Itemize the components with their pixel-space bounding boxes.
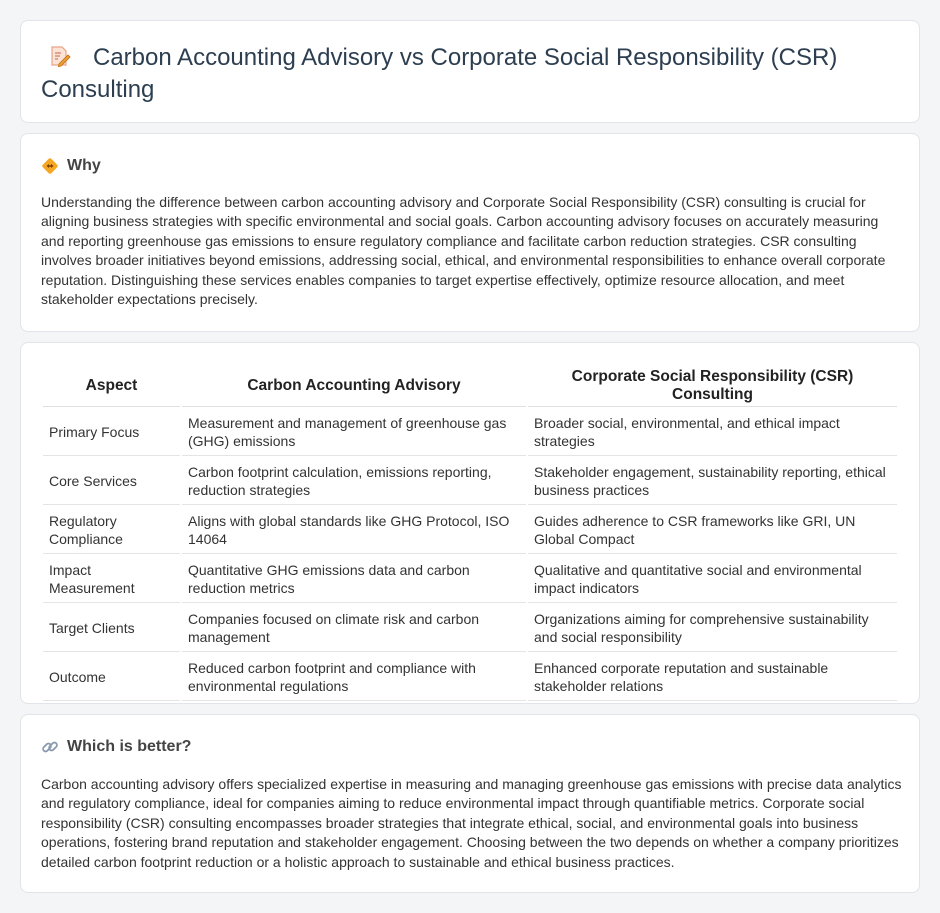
row-aspect: Outcome: [43, 654, 180, 701]
better-heading: [41, 737, 191, 757]
comparison-table: [41, 364, 899, 703]
table-row: [43, 654, 897, 701]
title-card: [20, 20, 920, 123]
table-row: [43, 458, 897, 505]
row-csr: Broader social, environmental, and ethical impact strategies: [528, 409, 897, 456]
row-aspect: Core Services: [43, 458, 180, 505]
page-title: Carbon Accounting Advisory vs Corporate Social Responsibility (CSR) Consulting: [41, 44, 838, 103]
link-icon: [41, 738, 59, 756]
header-csr: Corporate Social Responsibility (CSR) Consulting: [528, 366, 897, 407]
row-carbon: Carbon footprint calculation, emissions reporting, reduction strategies: [182, 458, 526, 505]
table-row: [43, 556, 897, 603]
memo-pencil-icon: [47, 44, 75, 75]
row-aspect: Primary Focus: [43, 409, 180, 456]
table-header-row: [43, 366, 897, 407]
better-heading-text: Which is better?: [67, 738, 192, 755]
row-csr: Organizations aiming for comprehensive sustainability and social responsibility: [528, 605, 897, 652]
row-aspect: Regulatory Compliance: [43, 507, 180, 554]
which-better-section: [20, 714, 920, 893]
why-heading: [41, 156, 101, 176]
row-aspect: Impact Measurement: [43, 556, 180, 603]
row-carbon: Aligns with global standards like GHG Protocol, ISO 14064: [182, 507, 526, 554]
row-carbon: Reduced carbon footprint and compliance with environmental regulations: [182, 654, 526, 701]
header-carbon: Carbon Accounting Advisory: [182, 366, 526, 407]
row-csr: Enhanced corporate reputation and sustainable stakeholder relations: [528, 654, 897, 701]
why-body: Understanding the difference between carbon accounting advisory and Corporate Social Responsibility (CSR) consulting is crucial for aligning business strategies with specific environmental and social goals. Carbon accounting advisory focuses on accurately measuring and reporting greenhouse gas emissions to ensure regulatory compliance and facilitate carbon reduction strategies. CSR consulting involves broader initiatives beyond emissions, addressing social, ethical, and environmental responsibilities to enhance overall corporate reputation. Distinguishing these services enables companies to target expertise effectively, optimize resource allocation, and meet stakeholder expectations precisely.: [41, 194, 886, 308]
table-row: [43, 605, 897, 652]
diamond-arrows-icon: [41, 157, 59, 175]
row-aspect: Target Clients: [43, 605, 180, 652]
table-row: [43, 409, 897, 456]
row-carbon: Companies focused on climate risk and carbon management: [182, 605, 526, 652]
header-aspect: Aspect: [43, 366, 180, 407]
row-carbon: Quantitative GHG emissions data and carbon reduction metrics: [182, 556, 526, 603]
table-row: [43, 507, 897, 554]
row-carbon: Measurement and management of greenhouse gas (GHG) emissions: [182, 409, 526, 456]
why-heading-text: Why: [67, 157, 101, 174]
page-title-heading: [41, 43, 901, 104]
row-csr: Guides adherence to CSR frameworks like GRI, UN Global Compact: [528, 507, 897, 554]
why-section: [20, 133, 920, 332]
better-body: Carbon accounting advisory offers specialized expertise in measuring and managing greenhouse gas emissions with precise data analytics and regulatory compliance, ideal for companies aiming to reduce environmental impact through quantifiable metrics. Corporate social responsibility (CSR) consulting encompasses broader strategies that integrate ethical, social, and environmental goals into business operations, fostering brand reputation and stakeholder engagement. Choosing between the two depends on whether a company prioritizes detailed carbon footprint reduction or a holistic approach to sustainable and ethical business practices.: [41, 776, 902, 870]
comparison-section: [20, 342, 920, 704]
row-csr: Qualitative and quantitative social and environmental impact indicators: [528, 556, 897, 603]
row-csr: Stakeholder engagement, sustainability reporting, ethical business practices: [528, 458, 897, 505]
